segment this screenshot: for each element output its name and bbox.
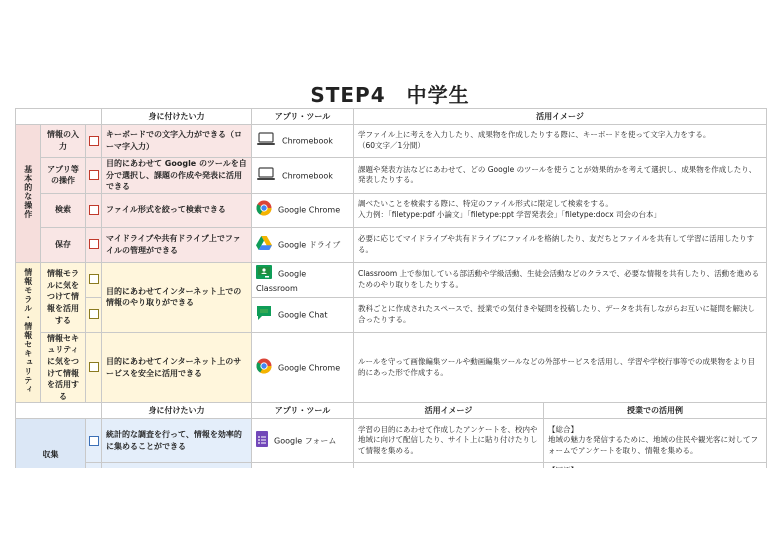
category-security: 情報モラル・情報セキュリティ <box>16 262 41 403</box>
header-image: 活用イメージ <box>354 109 767 125</box>
table-header-row <box>16 109 767 125</box>
header-app: アプリ・ツール <box>252 109 354 125</box>
chrome-icon <box>256 358 272 378</box>
desc-text: 教科ごとに作成されたスペースで、授業での気付きや疑問を投稿したり、データを共有しながらお互いに疑問を解決し合ったりする。 <box>354 297 767 332</box>
table-row <box>16 193 767 227</box>
skill-text: ファイル形式を絞って検索できる <box>102 193 252 227</box>
header-image: 活用イメージ <box>354 403 544 419</box>
page-title: STEP4 中学生 <box>310 83 470 107</box>
example-text: 【総合】 地域の魅力を発信するために、地域の住民や観光客に対してフォームでアンケートを取り、情報を集める。 <box>544 419 767 463</box>
header-app: アプリ・ツール <box>252 403 354 419</box>
chrome-icon <box>256 200 272 220</box>
app-cell: Google ドライブ <box>252 227 354 262</box>
category-collect: 収集 <box>16 419 86 491</box>
laptop-icon <box>256 167 276 185</box>
sub-app-operation: アプリ等の操作 <box>41 158 86 194</box>
header-example: 授業での活用例 <box>544 403 767 419</box>
app-cell: Google Chrome <box>252 193 354 227</box>
chat-icon <box>256 305 272 325</box>
checkbox[interactable] <box>86 227 102 262</box>
classroom-icon <box>256 265 272 283</box>
header-skill: 身に付けたい力 <box>102 403 252 419</box>
checkbox[interactable] <box>86 297 102 332</box>
header-blank <box>16 403 102 419</box>
skill-text: 目的にあわせてインターネット上のサービスを安全に活用できる <box>102 332 252 403</box>
checkbox[interactable] <box>86 158 102 194</box>
sub-moral: 情報モラルに気をつけて情報を活用する <box>41 262 86 332</box>
desc-text: 学ファイル上に考えを入力したり、成果物を作成したりする際に、キーボードを使って文字入力をする。 （60文字／1分間） <box>354 125 767 158</box>
skills-table <box>15 108 767 491</box>
checkbox[interactable] <box>86 125 102 158</box>
desc-text: 必要に応じてマイドライブや共有ドライブにファイルを格納したり、友だちとファイルを共有して学習に活用したりする。 <box>354 227 767 262</box>
table-row <box>16 419 767 463</box>
desc-text: ルールを守って画像編集ツールや動画編集ツールなどの外部サービスを活用し、学習や学校行事等での成果物をより目的にあった形で作成する。 <box>354 332 767 403</box>
sub-input: 情報の入力 <box>41 125 86 158</box>
drive-icon <box>256 236 272 254</box>
desc-text: 学習の目的にあわせて作成したアンケートを、校内や地域に向けて配信したり、サイト上に貼り付けたりして情報を集める。 <box>354 419 544 463</box>
header-blank <box>16 109 102 125</box>
category-basic: 基本的な操作 <box>16 125 41 263</box>
desc-text: 調べたいことを検索する際に、特定のファイル形式に限定して検索をする。 入力例：「filetype:pdf 小論文」「filetype:ppt 学習発表会」「filetype:docx 司会の台本」 <box>354 193 767 227</box>
laptop-icon <box>256 132 276 150</box>
table-row <box>16 332 767 403</box>
skill-text: 統計的な調査を行って、情報を効率的に集めることができる <box>102 419 252 463</box>
page-bottom-cutoff <box>0 468 780 540</box>
table-row <box>16 262 767 297</box>
table-row <box>16 158 767 194</box>
sub-security: 情報セキュリティに気をつけて情報を活用する <box>41 332 86 403</box>
skill-text: 目的にあわせてインターネット上での情報のやり取りができる <box>102 262 252 332</box>
app-cell: Google Chrome <box>252 332 354 403</box>
app-cell: Chromebook <box>252 125 354 158</box>
skill-text: キーボードでの文字入力ができる（ローマ字入力） <box>102 125 252 158</box>
table-row <box>16 125 767 158</box>
app-cell: Google Chat <box>252 297 354 332</box>
app-cell: Google フォーム <box>252 419 354 463</box>
header-skill: 身に付けたい力 <box>102 109 252 125</box>
checkbox[interactable] <box>86 419 102 463</box>
desc-text: 課題や発表方法などにあわせて、どの Google のツールを使うことが効果的かを考えて選択し、成果物を作成したり、発表したりする。 <box>354 158 767 194</box>
skill-text: 目的にあわせて Google のツールを自分で選択し、課題の作成や発表に活用できる <box>102 158 252 194</box>
app-cell: Chromebook <box>252 158 354 194</box>
table-header-row <box>16 403 767 419</box>
sub-save: 保存 <box>41 227 86 262</box>
desc-text: Classroom 上で参加している部活動や学級活動、生徒会活動などのクラスで、必要な情報を共有したり、活動を進めるためのやり取りをしたりする。 <box>354 262 767 297</box>
checkbox[interactable] <box>86 332 102 403</box>
forms-icon <box>256 431 268 451</box>
checkbox[interactable] <box>86 262 102 297</box>
table-row <box>16 227 767 262</box>
checkbox[interactable] <box>86 193 102 227</box>
app-cell: Google Classroom <box>252 262 354 297</box>
skill-text: マイドライブや共有ドライブ上でファイルの管理ができる <box>102 227 252 262</box>
sub-search: 検索 <box>41 193 86 227</box>
